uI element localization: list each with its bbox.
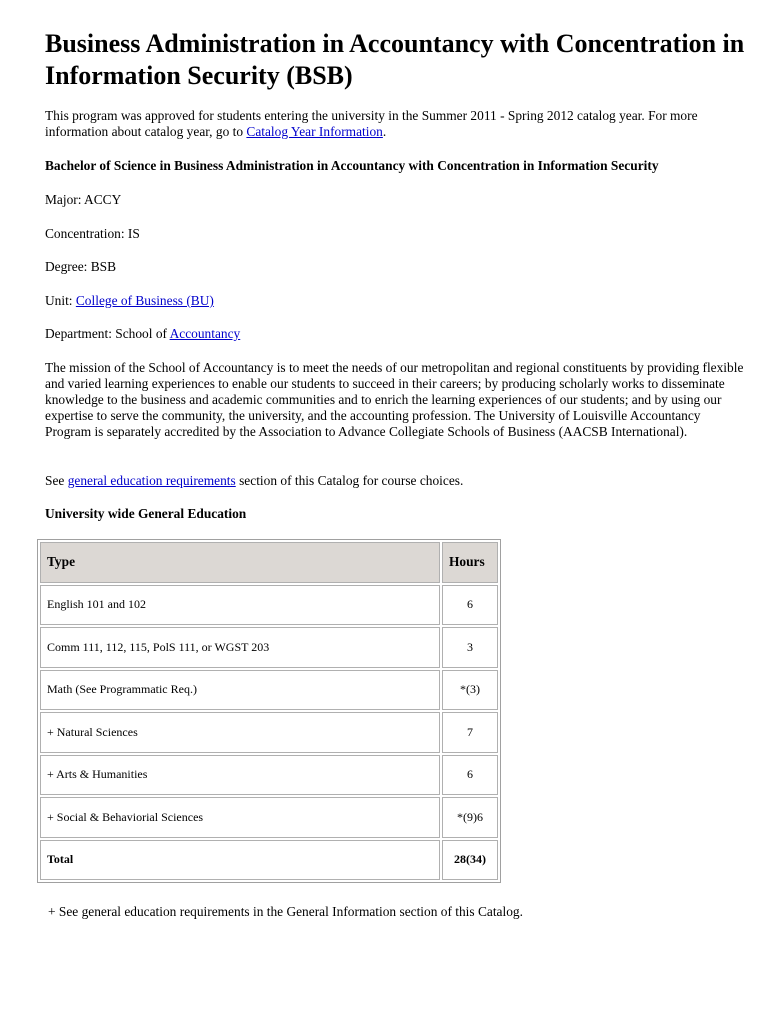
intro-text: This program was approved for students entering the university in the Summer 2011 - Spring 2012 catalog year. For more information about catalog year, go to — [45, 108, 698, 139]
row-hours: *(3) — [442, 670, 498, 711]
gen-ed-table — [37, 539, 501, 883]
table-row — [40, 712, 498, 753]
intro-paragraph: This program was approved for students entering the university in the Summer 2011 - Spring 2012 catalog year. For more information about catalog year, go to Catalog Year Information. — [45, 108, 698, 139]
footnote: + See general education requirements in the General Information section of this Catalog. — [48, 904, 523, 919]
table-row — [40, 755, 498, 796]
row-type: English 101 and 102 — [40, 585, 440, 626]
degree-line: Degree: BSB — [45, 259, 117, 274]
table-total-row — [40, 840, 498, 881]
mission-paragraph: The mission of the School of Accountancy is to meet the needs of our metropolitan and regional constituents by providing flexible and varied learning experiences to enable our students to succeed in their careers; by producing scholarly works to disseminate knowledge to the business and academic communities and to enrich the learning experiences of our students; and by using our expertise to serve the community, the university, and the accounting profession. The University of Louisville Accountancy Program is separately accredited by the Association to Advance Collegiate Schools of Business (AACSB International). — [45, 360, 744, 439]
table-header-row — [40, 542, 498, 583]
type-column-header: Type — [40, 542, 440, 583]
table-row — [40, 585, 498, 626]
row-type: Comm 111, 112, 115, PolS 111, or WGST 203 — [40, 627, 440, 668]
table-row — [40, 797, 498, 838]
table-row — [40, 627, 498, 668]
catalog-year-link[interactable]: Catalog Year Information — [246, 124, 383, 139]
department-line: Department: School of Accountancy — [45, 326, 241, 341]
row-type: + Arts & Humanities — [40, 755, 440, 796]
page-title: Business Administration in Accountancy with Concentration in Information Security (BSB) — [45, 29, 745, 90]
degree-heading: Bachelor of Science in Business Administration in Accountancy with Concentration in Information Security — [45, 158, 659, 173]
accountancy-link[interactable]: Accountancy — [169, 326, 241, 341]
table-row — [40, 670, 498, 711]
unit-line: Unit: College of Business (BU) — [45, 293, 214, 308]
row-hours: *(9)6 — [442, 797, 498, 838]
concentration-line: Concentration: IS — [45, 226, 140, 241]
row-hours: 3 — [442, 627, 498, 668]
row-type: Math (See Programmatic Req.) — [40, 670, 440, 711]
hours-column-header: Hours — [442, 542, 498, 583]
row-type: + Social & Behaviorial Sciences — [40, 797, 440, 838]
row-hours: 7 — [442, 712, 498, 753]
row-type: + Natural Sciences — [40, 712, 440, 753]
gen-ed-heading: University wide General Education — [45, 506, 247, 521]
major-line: Major: ACCY — [45, 192, 122, 207]
row-hours: 6 — [442, 585, 498, 626]
see-paragraph: See general education requirements section of this Catalog for course choices. — [45, 473, 464, 488]
gen-ed-requirements-link[interactable]: general education requirements — [67, 473, 236, 488]
total-label: Total — [40, 840, 440, 881]
college-of-business-link[interactable]: College of Business (BU) — [75, 293, 214, 308]
row-hours: 6 — [442, 755, 498, 796]
total-hours: 28(34) — [442, 840, 498, 881]
